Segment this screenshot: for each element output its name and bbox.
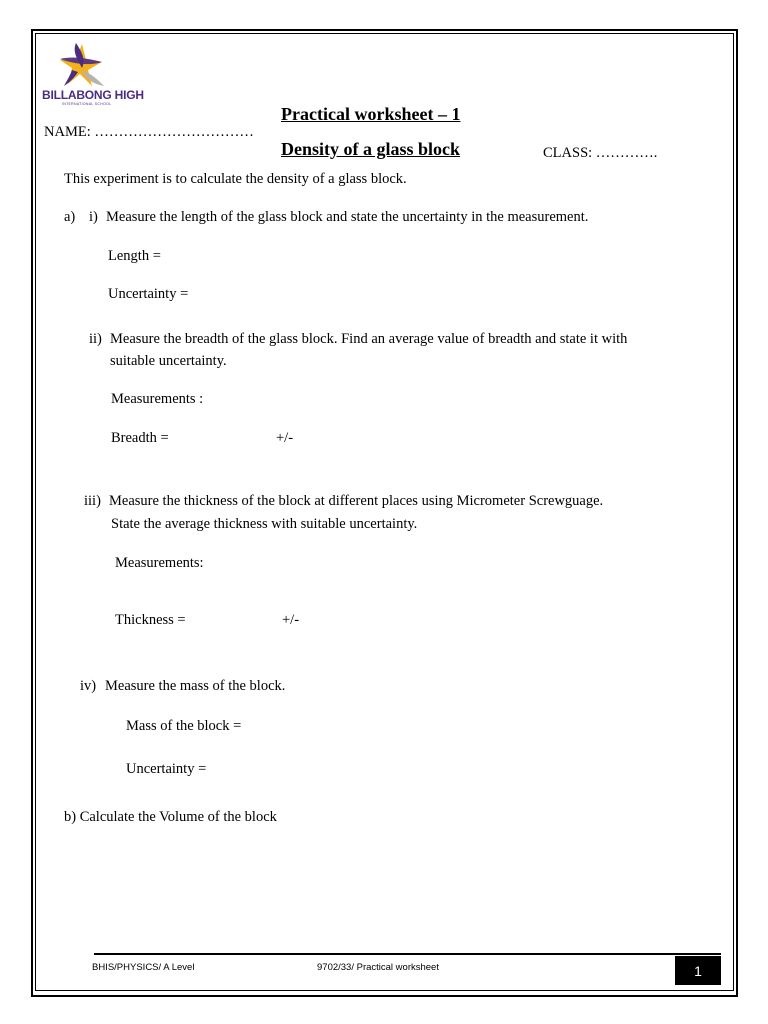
name-field: NAME: …………………………… [44,124,254,140]
q1-text: Measure the length of the glass block and state the uncertainty in the measurement. [106,209,589,225]
footer-center: 9702/33/ Practical worksheet [317,962,439,973]
length-label: Length = [108,248,161,264]
q3-text-line2: State the average thickness with suitable uncertainty. [111,516,418,532]
thickness-label: Thickness = [115,612,186,628]
q3-number: iii) [84,493,101,509]
breadth-measurements-label: Measurements : [111,391,204,407]
q4-text: Measure the mass of the block. [105,678,286,694]
intro-text: This experiment is to calculate the density of a glass block. [64,171,407,187]
star-logo-icon [42,40,132,90]
mass-label: Mass of the block = [126,718,242,734]
logo-subtitle: INTERNATIONAL SCHOOL [62,102,112,106]
breadth-label: Breadth = [111,430,169,446]
worksheet-title: Practical worksheet – 1 [281,104,461,124]
q3-text-line1: Measure the thickness of the block at different places using Micrometer Screwguage. [109,493,604,509]
class-field: CLASS: …………. [543,145,658,161]
thickness-measurements-label: Measurements: [115,555,204,571]
page-number: 1 [675,956,721,985]
length-uncertainty-label: Uncertainty = [108,286,189,302]
q2-text-line1: Measure the breadth of the glass block. Find an average value of breadth and state it with [110,331,628,347]
q1-number: i) [89,209,98,225]
breadth-plusminus: +/- [276,430,294,446]
footer-divider [94,953,721,955]
mass-uncertainty-label: Uncertainty = [126,761,207,777]
thickness-plusminus: +/- [282,612,300,628]
part-a-label: a) [64,209,76,225]
footer-left: BHIS/PHYSICS/ A Level [92,962,195,973]
school-logo [42,40,144,110]
q2-text-line2: suitable uncertainty. [110,353,227,369]
logo-name: BILLABONG HIGH [42,88,144,102]
q2-number: ii) [89,331,102,347]
q4-number: iv) [80,678,97,694]
worksheet-subtitle: Density of a glass block [281,139,461,159]
part-b-text: b) Calculate the Volume of the block [64,809,277,825]
